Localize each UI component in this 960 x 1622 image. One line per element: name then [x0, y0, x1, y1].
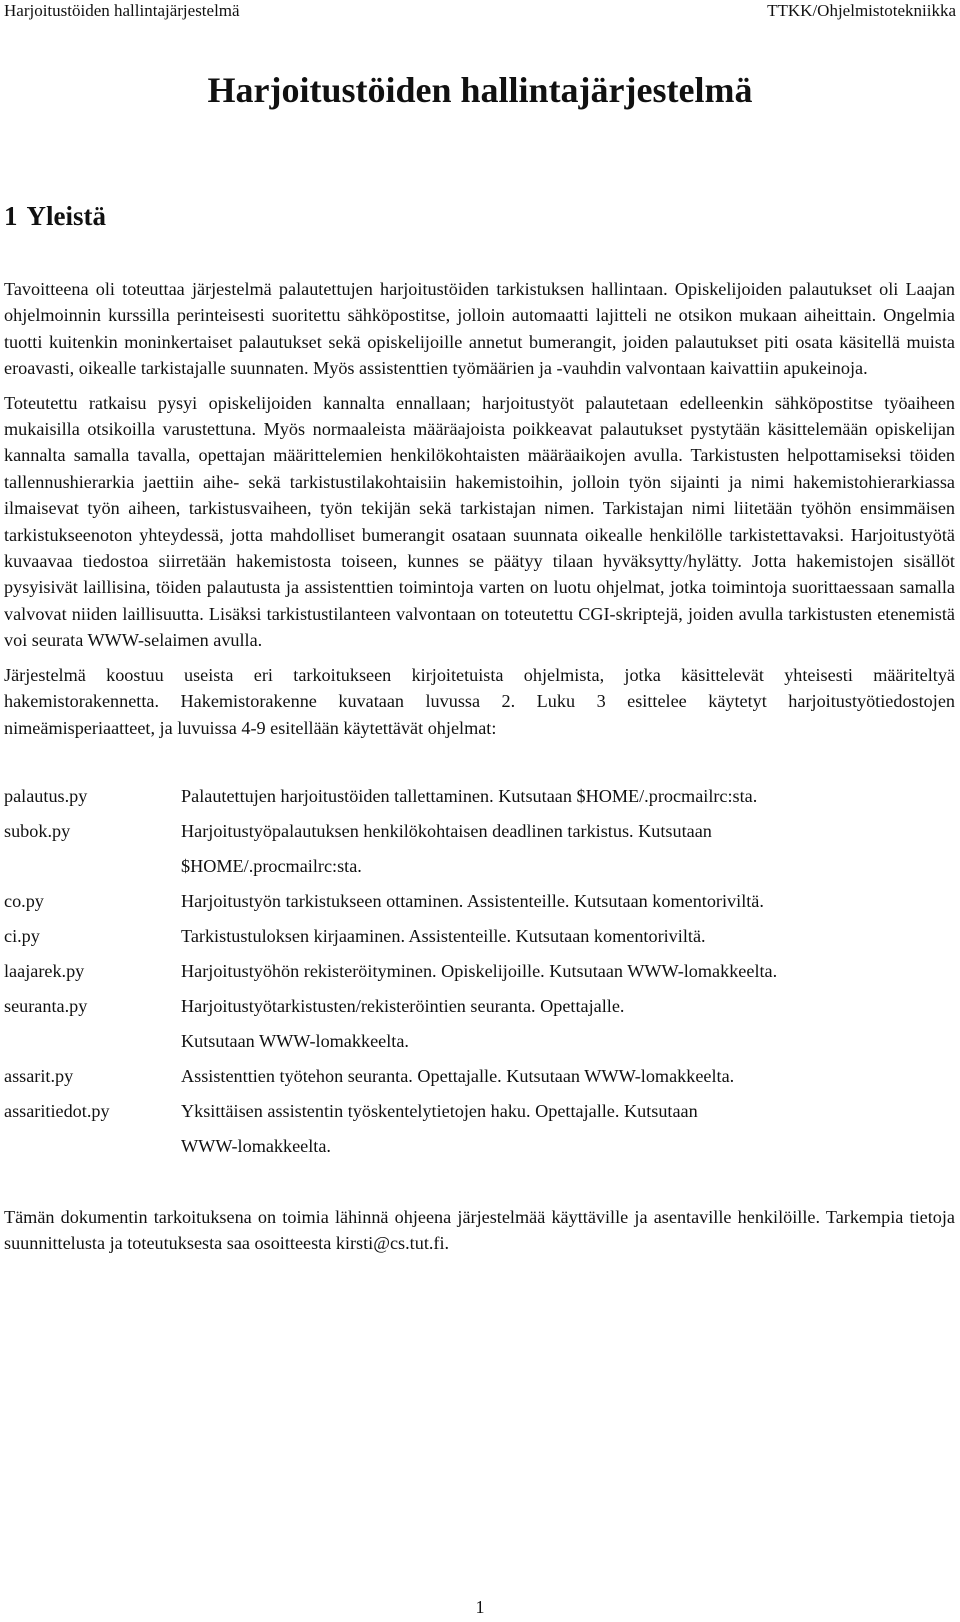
program-description [181, 954, 955, 989]
program-description [181, 1059, 955, 1094]
program-description [181, 919, 955, 954]
program-item [4, 779, 955, 814]
program-description-line: Tarkistustuloksen kirjaaminen. Assistenteille. Kutsutaan komentoriviltä. [181, 925, 706, 946]
section-heading [4, 198, 106, 234]
program-description [181, 814, 955, 884]
program-description-line: Harjoitustyön tarkistukseen ottaminen. Assistenteille. Kutsutaan komentoriviltä. [181, 890, 764, 911]
program-item [4, 1059, 955, 1094]
program-item [4, 814, 955, 884]
program-description-line: Harjoitustyöhön rekisteröityminen. Opiskelijoille. Kutsutaan WWW-lomakkeelta. [181, 960, 778, 981]
program-description-line: Assistenttien työtehon seuranta. Opettajalle. Kutsutaan WWW-lomakkeelta. [181, 1065, 735, 1086]
program-item [4, 1094, 955, 1164]
program-description [181, 884, 955, 919]
program-name: co.py [4, 890, 44, 911]
program-name: subok.py [4, 820, 71, 841]
program-description [181, 989, 955, 1059]
section-number: 1 [4, 201, 18, 231]
document-body [4, 276, 955, 1265]
program-item [4, 989, 955, 1059]
program-description-line: Yksittäisen assistentin työskentelytietojen haku. Opettajalle. Kutsutaan [181, 1100, 698, 1121]
running-header-right: TTKK/Ohjelmistotekniikka [767, 1, 956, 20]
program-description-line: Kutsutaan WWW-lomakkeelta. [181, 1030, 409, 1051]
program-name: assaritiedot.py [4, 1100, 110, 1121]
program-item [4, 919, 955, 954]
program-description-line: Harjoitustyötarkistusten/rekisteröintien seuranta. Opettajalle. [181, 995, 625, 1016]
paragraph-structure: Järjestelmä koostuu useista eri tarkoitukseen kirjoitetuista ohjelmista, jotka käsittelevät yhteisesti määriteltyä hakemistorakennetta. Hakemistorakenne kuvataan luvussa 2. Luku 3 esittelee käytetyt harjoitustyötiedostojen nimeämisperiaatteet, ja luvuissa 4-9 esitellään käytettävät ohjelmat: [4, 664, 955, 738]
program-name: ci.py [4, 925, 40, 946]
page-number: 1 [475, 1597, 485, 1617]
program-name: laajarek.py [4, 960, 85, 981]
paragraph-closing: Tämän dokumentin tarkoituksena on toimia lähinnä ohjeena järjestelmää käyttäville ja asentaville henkilöille. Tarkempia tietoja suunnittelusta ja toteutuksesta saa osoitteesta kirsti@cs.tut.fi. [4, 1206, 955, 1254]
program-name: palautus.py [4, 785, 88, 806]
paragraph-intro: Tavoitteena oli toteuttaa järjestelmä palautettujen harjoitustöiden tarkistuksen hallintaan. Opiskelijoiden palautukset oli Laajan ohjelmoinnin kurssilla perinteisesti suoritettu sähköpostitse, jolloin automaatti lajitteli ne otsikon mukaan aiheittain. Ongelmia tuotti kuitenkin moninkertaiset palautukset sekä opiskelijoille annetut bumerangit, joiden palautukset piti osata käsitellä muista eroavasti, oikealle tarkistajalle suunnaten. Myös assistenttien työmäärien ja -vauhdin valvontaan kaivattiin apukeinoja. [4, 279, 955, 379]
document-title: Harjoitustöiden hallintajärjestelmä [207, 70, 753, 110]
program-item [4, 884, 955, 919]
paragraph-solution: Toteutettu ratkaisu pysyi opiskelijoiden kannalta ennallaan; harjoitustyöt palautetaan edelleenkin sähköpostitse työaiheen mukaisilla otsikoilla varustettuna. Myös normaaleista määräajoista poikkeavat palautukset pystytään käsittelemään opiskelijan kannalta samalla tavalla, opettajan määrittelemien henkilökohtaisten määräaikojen avulla. Tarkistusten helpottamiseksi töiden tallennushierarkia jaettiin aihe- sekä tarkistustilakohtaisiin hakemistoihin, jolloin työn sijainti ja nimi hakemistohierarkiassa ilmaisevat työn aiheen, tarkistusvaiheen, työn tekijän sekä tarkistajan nimen. Tarkistajan nimi liitetään työhön ensimmäisen tarkistukseenoton yhteydessä, jotta mahdolliset bumerangit osataan suunnata oikealle henkilölle tarkistettavaksi. Harjoitustyötä kuvaavaa tiedostoa siirretään hakemistosta toiseen, kunnes se päätyy tilaan hyväksytty/hylätty. Jotta hakemistojen sisällöt pysyisivät laillisina, töiden palautusta ja assistenttien toimintoja varten on luotu ohjelmat, jotka toimintoja suorittaessaan samalla valvovat niiden laillisuutta. Lisäksi tarkistustilanteen valvontaan on toteutettu CGI-skriptejä, joiden avulla tarkistusten etenemistä voi seurata WWW-selaimen avulla. [4, 392, 955, 651]
program-name: seuranta.py [4, 995, 88, 1016]
program-description-line: $HOME/.procmailrc:sta. [181, 855, 362, 876]
program-description [181, 1094, 955, 1164]
program-item [4, 954, 955, 989]
program-description-line: Harjoitustyöpalautuksen henkilökohtaisen deadlinen tarkistus. Kutsutaan [181, 820, 712, 841]
program-list [4, 779, 955, 1164]
section-title: Yleistä [26, 201, 106, 231]
program-name: assarit.py [4, 1065, 74, 1086]
program-description [181, 779, 955, 814]
program-description-line: Palautettujen harjoitustöiden tallettaminen. Kutsutaan $HOME/.procmailrc:sta. [181, 785, 758, 806]
program-description-line: WWW-lomakkeelta. [181, 1135, 331, 1156]
running-header-left: Harjoitustöiden hallintajärjestelmä [4, 1, 240, 20]
